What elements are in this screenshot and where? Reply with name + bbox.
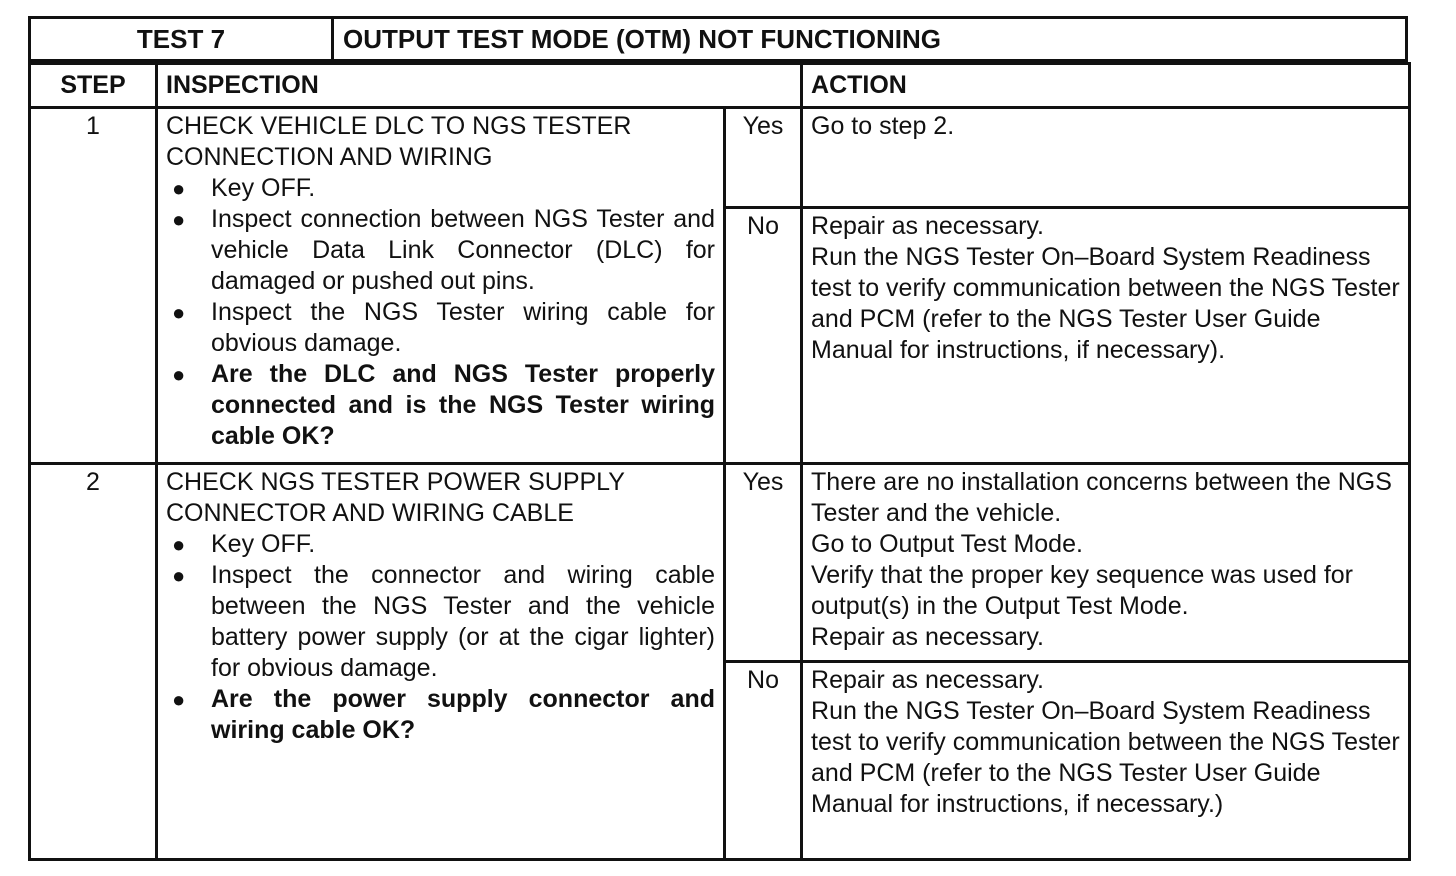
action-column-header: ACTION (802, 64, 1410, 108)
no-action-cell (802, 208, 1410, 464)
action-text: Verify that the proper key sequence was used for output(s) in the Output Test Mode. (811, 561, 1353, 620)
test-header (28, 16, 1408, 62)
action-text: Repair as necessary. (811, 623, 1044, 651)
bullet-item: ● Inspect the connector and wiring cable between the NGS Tester and the vehicle battery power supply (or at the cigar lighter) for obvious damage. (172, 561, 715, 682)
action-text: Run the NGS Tester On–Board System Readiness test to verify communication between the NGS Tester and PCM (refer to the NGS Tester User Guide Manual for instructions, if necessary). (811, 243, 1400, 364)
heading-line: CHECK VEHICLE DLC TO NGS TESTER (166, 112, 632, 140)
heading-line: CONNECTION AND WIRING (166, 143, 493, 171)
bullet-icon: ● (172, 532, 186, 557)
inspection-bullets (166, 529, 715, 746)
table-row (30, 464, 1410, 662)
bullet-icon: ● (172, 563, 186, 588)
bullet-item: ● Inspect connection between NGS Tester and vehicle Data Link Connector (DLC) for damaged or pushed out pins. (172, 205, 715, 295)
column-header-row (30, 64, 1410, 108)
heading-line: CONNECTOR AND WIRING CABLE (166, 499, 574, 527)
inspection-cell (157, 108, 725, 464)
yes-action-cell (802, 464, 1410, 662)
action-text: Go to step 2. (811, 112, 955, 140)
yes-action-cell (802, 108, 1410, 208)
no-label: No (725, 208, 802, 464)
action-text: Run the NGS Tester On–Board System Readiness test to verify communication between the NGS Tester and PCM (refer to the NGS Tester User Guide Manual for instructions, if necessary.) (811, 697, 1400, 818)
action-text: Repair as necessary. (811, 666, 1044, 694)
no-label: No (725, 662, 802, 860)
inspection-bullets (166, 173, 715, 452)
yes-label: Yes (725, 464, 802, 662)
heading-line: CHECK NGS TESTER POWER SUPPLY (166, 468, 625, 496)
action-text: Repair as necessary. (811, 212, 1044, 240)
bullet-item: ● Inspect the NGS Tester wiring cable for obvious damage. (172, 298, 715, 357)
yes-label: Yes (725, 108, 802, 208)
bullet-icon: ● (172, 300, 186, 325)
test-label: TEST 7 (31, 19, 334, 59)
bullet-item: ● Key OFF. (172, 530, 316, 558)
no-action-cell (802, 662, 1410, 860)
inspection-heading (166, 111, 715, 173)
bullet-item: ● Key OFF. (172, 174, 316, 202)
table-row (30, 108, 1410, 208)
inspection-column-header: INSPECTION (157, 64, 802, 108)
bullet-icon: ● (172, 207, 186, 232)
diagnostic-sheet (28, 16, 1408, 861)
test-title: OUTPUT TEST MODE (OTM) NOT FUNCTIONING (343, 24, 941, 54)
bullet-icon: ● (172, 362, 186, 387)
bullet-question: ● Are the DLC and NGS Tester properly connected and is the NGS Tester wiring cable OK? (172, 360, 715, 450)
bullet-question: ● Are the power supply connector and wiring cable OK? (172, 685, 715, 744)
inspection-cell (157, 464, 725, 860)
bullet-icon: ● (172, 687, 186, 712)
step-number: 1 (30, 108, 157, 464)
diagnostic-table (28, 62, 1411, 861)
step-column-header: STEP (30, 64, 157, 108)
action-text: There are no installation concerns between the NGS Tester and the vehicle. (811, 468, 1392, 527)
inspection-heading (166, 467, 715, 529)
step-number: 2 (30, 464, 157, 860)
action-text: Go to Output Test Mode. (811, 530, 1083, 558)
bullet-icon: ● (172, 176, 186, 201)
